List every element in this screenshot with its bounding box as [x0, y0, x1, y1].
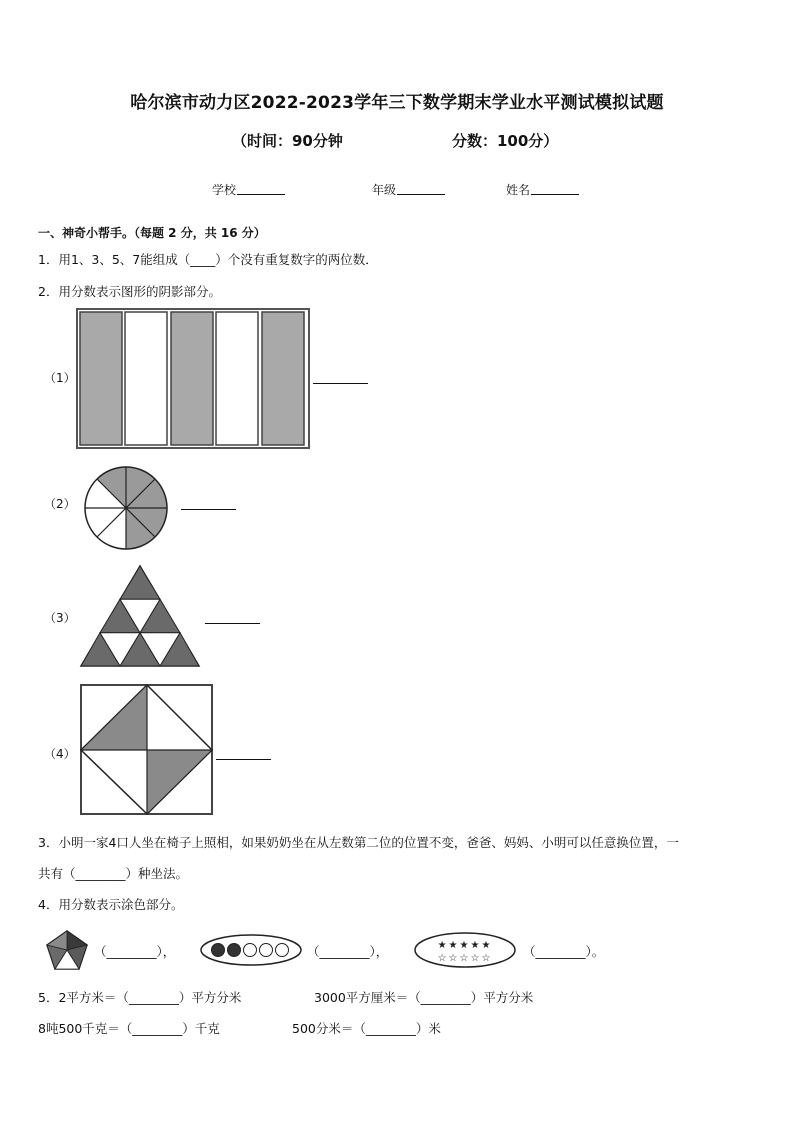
exam-score: 分数：100分） — [452, 132, 559, 150]
school-blank[interactable] — [237, 184, 285, 195]
svg-text:☆☆☆☆☆: ☆☆☆☆☆ — [437, 953, 493, 964]
q4-blank-2[interactable]: （________）， — [307, 944, 389, 959]
q2-label-4: （4） — [44, 747, 76, 761]
question-2: 2．用分数表示图形的阴影部分。 — [38, 284, 221, 299]
grade-blank[interactable] — [397, 184, 445, 195]
section-heading: 一、神奇小帮手。（每题 2 分，共 16 分） — [38, 226, 266, 240]
question-4: 4．用分数表示涂色部分。 — [38, 897, 184, 912]
q4-blank-3[interactable]: （________）。 — [523, 944, 605, 959]
q2-label-1: （1） — [44, 371, 76, 385]
square-diamond-figure — [80, 684, 214, 816]
question-5d: 500分米＝（________）米 — [292, 1021, 441, 1036]
question-5c: 8吨500千克＝（________）千克 — [38, 1021, 220, 1036]
grade-label: 年级 — [372, 183, 397, 197]
question-5a: 5．2平方米＝（________）平方分米 — [38, 990, 242, 1005]
triangle-fraction-figure — [80, 565, 200, 667]
name-field[interactable] — [506, 181, 579, 198]
question-1: 1．用1、3、5、7能组成（____）个没有重复数字的两位数． — [38, 252, 378, 267]
grade-field[interactable] — [372, 181, 445, 198]
question-3-line1: 3．小明一家4口人坐在椅子上照相，如果奶奶坐在从左数第二位的位置不变，爸爸、妈妈、小明可以任意换位置，一 — [38, 835, 679, 850]
q4-blank-1[interactable]: （________）， — [94, 944, 176, 959]
school-field[interactable] — [212, 181, 285, 198]
circle-fraction-figure — [84, 466, 168, 550]
striped-rectangle-figure — [76, 308, 312, 450]
q2-label-2: （2） — [44, 497, 76, 511]
name-label: 姓名 — [506, 183, 531, 197]
name-blank[interactable] — [531, 184, 579, 195]
question-5b: 3000平方厘米＝（________）平方分米 — [314, 990, 534, 1005]
exam-time: （时间：90分钟 — [232, 132, 343, 150]
question-3-line2: 共有（________）种坐法。 — [38, 866, 189, 881]
answer-line-1[interactable] — [313, 383, 368, 384]
svg-text:★★★★★: ★★★★★ — [437, 940, 493, 951]
circles-figure — [200, 934, 302, 966]
q2-label-3: （3） — [44, 611, 76, 625]
answer-line-3[interactable] — [205, 623, 260, 624]
stars-figure — [414, 932, 516, 968]
answer-line-4[interactable] — [216, 759, 271, 760]
pentagon-figure — [46, 930, 88, 970]
answer-line-2[interactable] — [181, 509, 236, 510]
page-title: 哈尔滨市动力区2022-2023学年三下数学期末学业水平测试模拟试题 — [130, 93, 664, 113]
school-label: 学校 — [212, 183, 237, 197]
